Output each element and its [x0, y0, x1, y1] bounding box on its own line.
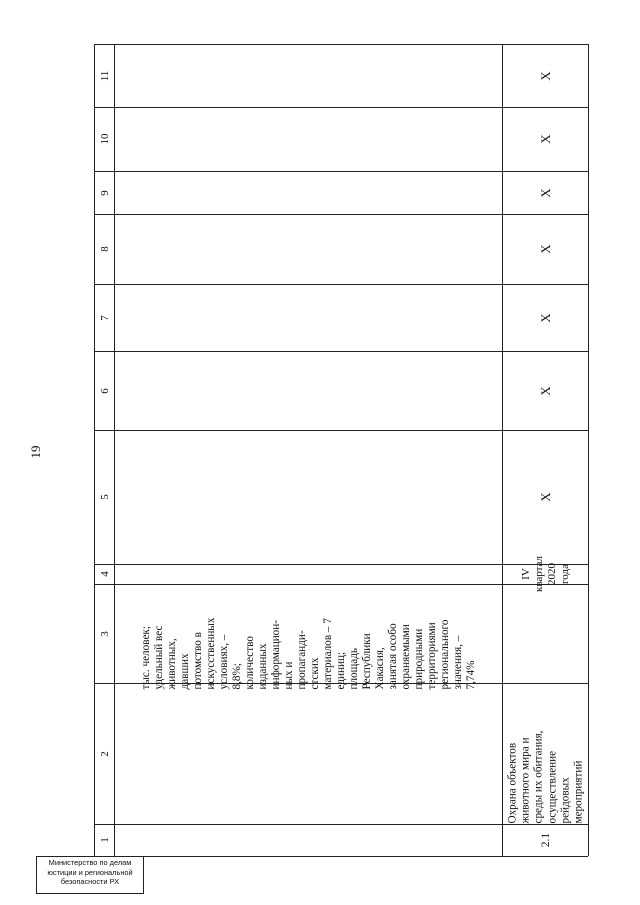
header-col-8: 8 [98, 246, 111, 252]
header-col-10: 10 [98, 133, 111, 145]
row-2-1-name: Охрана объектов животного мира и среды их обитания, осуществление рейдовых мероприятий [505, 730, 584, 823]
registration-stamp: Министерство по делам юстиции и региональной безопасности РХ [36, 856, 144, 894]
header-col-5: 5 [98, 494, 111, 500]
row-2-1-col6: X [537, 385, 553, 396]
row-2-1-col7: X [537, 312, 553, 323]
header-col-4: 4 [98, 571, 111, 577]
row-2-1-col10: X [537, 134, 553, 144]
main-table [94, 44, 588, 856]
header-col-6: 6 [98, 387, 111, 394]
row-2-1-number: 2.1 [539, 832, 552, 848]
header-col-2: 2 [98, 750, 111, 757]
header-col-9: 9 [98, 189, 111, 196]
page-number: 19 [28, 445, 43, 459]
header-col-7: 7 [98, 314, 111, 321]
row-2-1-col9: X [537, 187, 553, 198]
row-2-1-col8: X [537, 244, 553, 254]
header-col-11: 11 [98, 70, 111, 81]
continuation-indicators-text: тыс. человек; удельный вес животных, давших потомство в искусственных условиях, – 8,8%; количество изданных информацион- ных и пропаганди- стских материалов – 7 единиц; площадь Республики Хакасия, занятая особо охраняемыми природными территориями регионального значения, – 7,74% [139, 617, 477, 690]
row-2-1-period: IV квартал 2020 года [519, 555, 571, 593]
continuation-indicators-cell [115, 430, 502, 690]
header-col-1: 1 [98, 837, 111, 843]
row-2-1-col11: X [537, 70, 553, 81]
row-2-1-col5: X [537, 492, 553, 502]
header-col-3: 3 [98, 630, 111, 637]
